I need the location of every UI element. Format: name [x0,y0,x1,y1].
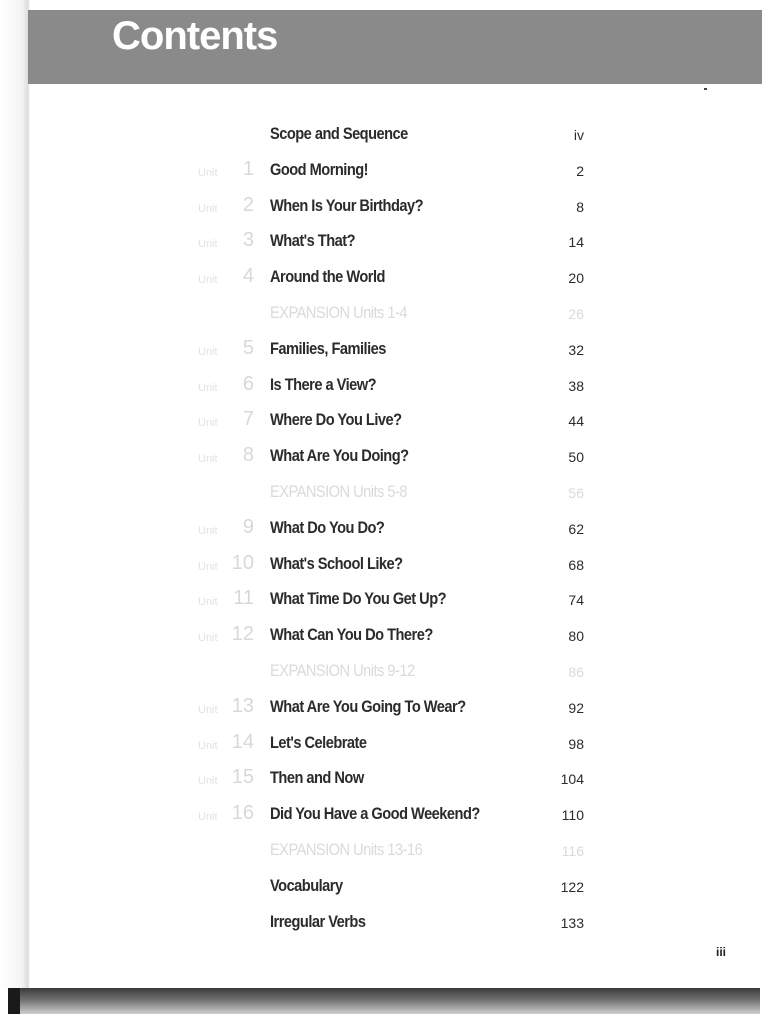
unit-number: 15 [231,766,254,789]
entry-title: Where Do You Live? [270,410,402,430]
expansion-row [0,838,768,868]
unit-label: Unit [198,417,218,430]
toc-row [0,552,768,582]
toc-row [0,444,768,474]
entry-page-number: 122 [560,878,584,895]
entry-page-number: 80 [568,628,584,645]
entry-page-number: 50 [568,449,584,466]
entry-page-number: 38 [568,377,584,394]
entry-page-number: 32 [568,341,584,358]
toc-row [0,623,768,653]
toc-row [0,337,768,367]
unit-number: 6 [242,372,254,395]
unit-label: Unit [198,238,218,251]
unit-label: Unit [198,345,218,358]
toc-row [0,766,768,796]
entry-page-number: 20 [568,270,584,287]
unit-label: Unit [198,703,218,716]
unit-number: 10 [231,551,254,574]
unit-label: Unit [198,453,218,466]
entry-title: EXPANSION Units 5-8 [270,482,407,501]
unit-number: 11 [233,587,254,610]
entry-page-number: 104 [560,771,584,788]
entry-page-number: 68 [568,556,584,573]
scan-speck [704,88,707,90]
unit-number: 14 [231,730,254,753]
entry-title: Families, Families [270,338,386,358]
toc-row [0,731,768,761]
entry-page-number: 74 [568,592,584,609]
toc-row [0,373,768,403]
entry-title: What Can You Do There? [270,625,433,645]
unit-label: Unit [198,381,218,394]
unit-number: 9 [242,515,254,538]
unit-label: Unit [198,202,218,215]
entry-page-number: 44 [568,413,584,430]
unit-number: 3 [242,229,254,252]
toc-row [0,122,768,152]
entry-page-number: 110 [561,807,584,824]
scan-bottom-margin [0,1014,768,1024]
unit-label: Unit [198,632,218,645]
toc-row [0,802,768,832]
unit-number: 13 [231,694,254,717]
entry-title: Irregular Verbs [270,911,366,931]
entry-title: Is There a View? [270,374,377,394]
entry-title: What Are You Going To Wear? [270,696,466,716]
toc-row [0,229,768,259]
entry-title: What Time Do You Get Up? [270,589,447,609]
unit-number: 16 [231,802,254,825]
entry-page-number: iv [573,127,584,143]
entry-page-number: 26 [568,306,584,322]
toc-row [0,158,768,188]
unit-label: Unit [198,560,218,573]
entry-title: Scope and Sequence [270,124,408,143]
entry-title: What Are You Doing? [270,446,409,466]
unit-number: 1 [242,157,254,180]
entry-page-number: 92 [568,699,584,716]
entry-page-number: 14 [568,234,584,251]
entry-title: Let's Celebrate [270,732,367,752]
toc-row [0,695,768,725]
toc-row [0,265,768,295]
entry-page-number: 56 [568,485,584,501]
expansion-row [0,301,768,331]
toc-row [0,587,768,617]
scan-bottom-corner [8,988,20,1014]
unit-number: 2 [242,193,254,216]
unit-label: Unit [198,166,218,179]
entry-title: What's That? [270,231,356,251]
toc-row [0,874,768,904]
entry-page-number: 116 [561,843,584,859]
toc-row [0,516,768,546]
toc-row [0,408,768,438]
entry-title: Vocabulary [270,875,343,895]
entry-page-number: 133 [560,914,584,931]
entry-title: What Do You Do? [270,517,385,537]
entry-title: EXPANSION Units 1-4 [270,303,407,322]
page-number: iii [716,945,727,959]
unit-label: Unit [198,811,218,824]
entry-page-number: 98 [568,735,584,752]
unit-label: Unit [198,274,218,287]
entry-title: When Is Your Birthday? [270,195,424,215]
unit-number: 12 [231,623,254,646]
entry-page-number: 2 [576,162,584,179]
unit-label: Unit [198,596,218,609]
unit-label: Unit [198,524,218,537]
entry-title: Did You Have a Good Weekend? [270,804,480,824]
entry-title: Good Morning! [270,159,369,179]
expansion-row [0,659,768,689]
entry-title: What's School Like? [270,553,403,573]
unit-number: 5 [242,336,254,359]
page-title: Contents [112,14,278,58]
unit-number: 7 [242,408,254,431]
unit-label: Unit [198,739,218,752]
expansion-row [0,480,768,510]
unit-number: 8 [242,444,254,467]
unit-number: 4 [242,265,254,288]
unit-label: Unit [198,775,218,788]
scan-bottom-edge [8,988,760,1014]
entry-title: Then and Now [270,768,364,788]
entry-title: EXPANSION Units 9-12 [270,661,415,680]
toc-row [0,194,768,224]
entry-page-number: 86 [568,664,584,680]
entry-page-number: 62 [568,520,584,537]
toc-row [0,910,768,940]
entry-page-number: 8 [576,198,584,215]
entry-title: Around the World [270,267,385,287]
entry-title: EXPANSION Units 13-16 [270,840,423,859]
